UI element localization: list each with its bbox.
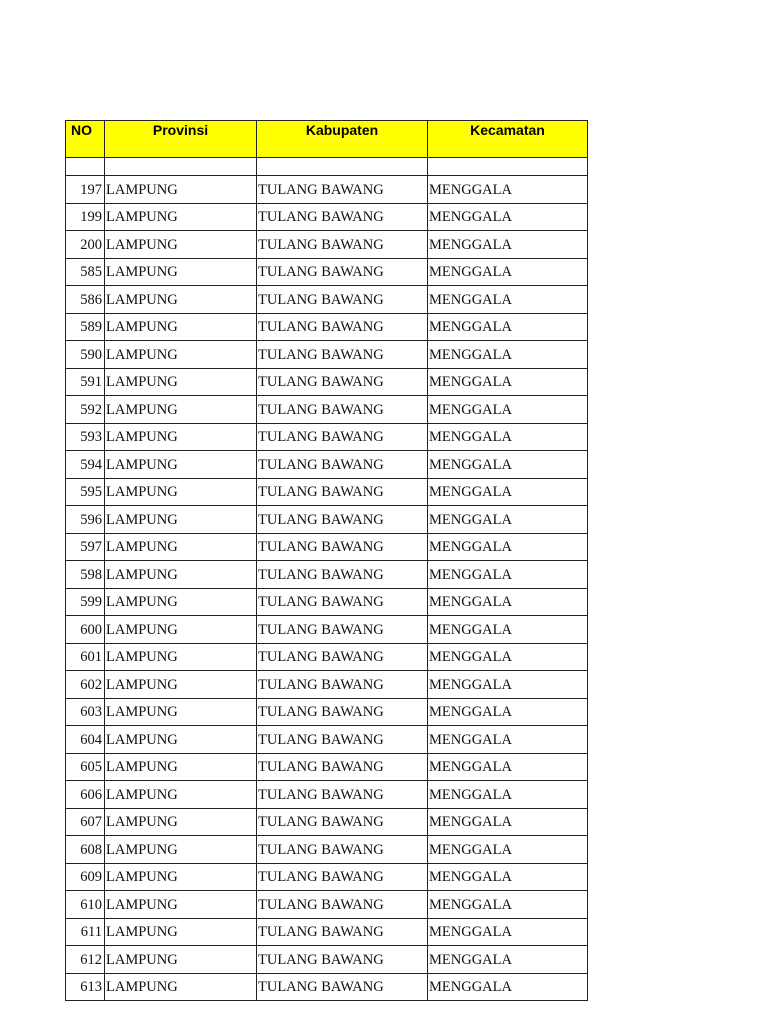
cell-provinsi: LAMPUNG — [105, 643, 257, 671]
table-row — [66, 616, 588, 644]
cell-kabupaten: TULANG BAWANG — [257, 478, 428, 506]
cell-kabupaten: TULANG BAWANG — [257, 781, 428, 809]
cell-provinsi: LAMPUNG — [105, 231, 257, 259]
table-row — [66, 176, 588, 204]
cell-provinsi: LAMPUNG — [105, 203, 257, 231]
cell-provinsi: LAMPUNG — [105, 561, 257, 589]
cell-kabupaten: TULANG BAWANG — [257, 451, 428, 479]
cell-kecamatan: MENGGALA — [428, 808, 588, 836]
table-body — [66, 158, 588, 1001]
table-row — [66, 368, 588, 396]
cell-provinsi: LAMPUNG — [105, 313, 257, 341]
cell-provinsi: LAMPUNG — [105, 918, 257, 946]
table-row — [66, 946, 588, 974]
cell-provinsi: LAMPUNG — [105, 341, 257, 369]
table-row — [66, 808, 588, 836]
cell-no: 199 — [66, 203, 105, 231]
cell-no: 599 — [66, 588, 105, 616]
cell-kecamatan: MENGGALA — [428, 918, 588, 946]
cell-kabupaten: TULANG BAWANG — [257, 258, 428, 286]
table-row — [66, 698, 588, 726]
cell-kabupaten: TULANG BAWANG — [257, 231, 428, 259]
cell-kecamatan: MENGGALA — [428, 258, 588, 286]
cell-kecamatan: MENGGALA — [428, 836, 588, 864]
table-row — [66, 423, 588, 451]
cell-kabupaten: TULANG BAWANG — [257, 588, 428, 616]
cell-kecamatan: MENGGALA — [428, 698, 588, 726]
cell-kabupaten: TULANG BAWANG — [257, 918, 428, 946]
cell-kecamatan: MENGGALA — [428, 423, 588, 451]
cell-kabupaten: TULANG BAWANG — [257, 423, 428, 451]
cell-provinsi: LAMPUNG — [105, 396, 257, 424]
header-kecamatan: Kecamatan — [428, 121, 588, 158]
header-no: NO — [66, 121, 105, 158]
cell-provinsi: LAMPUNG — [105, 506, 257, 534]
table-row — [66, 561, 588, 589]
cell-no: 612 — [66, 946, 105, 974]
cell-kecamatan: MENGGALA — [428, 176, 588, 204]
cell-no: 610 — [66, 891, 105, 919]
cell-kecamatan: MENGGALA — [428, 643, 588, 671]
table-row — [66, 836, 588, 864]
cell-kabupaten: TULANG BAWANG — [257, 176, 428, 204]
cell-no: 607 — [66, 808, 105, 836]
cell-no: 585 — [66, 258, 105, 286]
cell-no: 604 — [66, 726, 105, 754]
cell-no: 605 — [66, 753, 105, 781]
cell-provinsi: LAMPUNG — [105, 808, 257, 836]
table-row — [66, 726, 588, 754]
table-row — [66, 891, 588, 919]
cell-no: 600 — [66, 616, 105, 644]
cell-kecamatan: MENGGALA — [428, 396, 588, 424]
cell-kabupaten: TULANG BAWANG — [257, 561, 428, 589]
cell-no: 596 — [66, 506, 105, 534]
cell-provinsi: LAMPUNG — [105, 973, 257, 1001]
header-row — [66, 121, 588, 158]
cell-provinsi: LAMPUNG — [105, 423, 257, 451]
table-row — [66, 533, 588, 561]
cell-provinsi: LAMPUNG — [105, 451, 257, 479]
cell-kabupaten: TULANG BAWANG — [257, 368, 428, 396]
table-row — [66, 231, 588, 259]
cell-kecamatan: MENGGALA — [428, 616, 588, 644]
cell-kecamatan: MENGGALA — [428, 533, 588, 561]
header-kabupaten: Kabupaten — [257, 121, 428, 158]
cell-no: 613 — [66, 973, 105, 1001]
cell-no: 589 — [66, 313, 105, 341]
cell-kecamatan: MENGGALA — [428, 231, 588, 259]
cell-no: 200 — [66, 231, 105, 259]
table-row — [66, 781, 588, 809]
cell-kecamatan: MENGGALA — [428, 313, 588, 341]
table-row — [66, 396, 588, 424]
table-row — [66, 753, 588, 781]
cell-kecamatan: MENGGALA — [428, 891, 588, 919]
cell-kabupaten: TULANG BAWANG — [257, 973, 428, 1001]
cell-kecamatan: MENGGALA — [428, 946, 588, 974]
cell-kabupaten: TULANG BAWANG — [257, 836, 428, 864]
cell-no: 606 — [66, 781, 105, 809]
table-row — [66, 313, 588, 341]
cell-kecamatan: MENGGALA — [428, 561, 588, 589]
cell-provinsi: LAMPUNG — [105, 946, 257, 974]
cell-no: 594 — [66, 451, 105, 479]
cell-no: 590 — [66, 341, 105, 369]
cell-provinsi: LAMPUNG — [105, 863, 257, 891]
cell-provinsi: LAMPUNG — [105, 478, 257, 506]
cell-no: 611 — [66, 918, 105, 946]
cell-kecamatan: MENGGALA — [428, 973, 588, 1001]
blank-cell — [428, 158, 588, 176]
cell-kecamatan: MENGGALA — [428, 451, 588, 479]
cell-provinsi: LAMPUNG — [105, 533, 257, 561]
cell-kabupaten: TULANG BAWANG — [257, 808, 428, 836]
cell-provinsi: LAMPUNG — [105, 368, 257, 396]
cell-provinsi: LAMPUNG — [105, 698, 257, 726]
table-row — [66, 451, 588, 479]
cell-kecamatan: MENGGALA — [428, 478, 588, 506]
cell-kabupaten: TULANG BAWANG — [257, 753, 428, 781]
blank-cell — [257, 158, 428, 176]
table-row — [66, 478, 588, 506]
cell-kabupaten: TULANG BAWANG — [257, 616, 428, 644]
cell-no: 593 — [66, 423, 105, 451]
table-row — [66, 671, 588, 699]
cell-kabupaten: TULANG BAWANG — [257, 506, 428, 534]
cell-kecamatan: MENGGALA — [428, 726, 588, 754]
cell-kabupaten: TULANG BAWANG — [257, 533, 428, 561]
cell-provinsi: LAMPUNG — [105, 781, 257, 809]
cell-kecamatan: MENGGALA — [428, 203, 588, 231]
cell-kabupaten: TULANG BAWANG — [257, 863, 428, 891]
cell-provinsi: LAMPUNG — [105, 726, 257, 754]
table-row — [66, 588, 588, 616]
cell-kabupaten: TULANG BAWANG — [257, 946, 428, 974]
cell-provinsi: LAMPUNG — [105, 836, 257, 864]
cell-no: 602 — [66, 671, 105, 699]
cell-provinsi: LAMPUNG — [105, 753, 257, 781]
cell-provinsi: LAMPUNG — [105, 286, 257, 314]
cell-kabupaten: TULANG BAWANG — [257, 726, 428, 754]
cell-no: 601 — [66, 643, 105, 671]
data-table — [65, 120, 588, 1001]
cell-kecamatan: MENGGALA — [428, 341, 588, 369]
cell-no: 592 — [66, 396, 105, 424]
table-row — [66, 973, 588, 1001]
table-row — [66, 918, 588, 946]
cell-kabupaten: TULANG BAWANG — [257, 671, 428, 699]
cell-kabupaten: TULANG BAWANG — [257, 698, 428, 726]
cell-provinsi: LAMPUNG — [105, 671, 257, 699]
blank-cell — [105, 158, 257, 176]
blank-cell — [66, 158, 105, 176]
cell-kecamatan: MENGGALA — [428, 781, 588, 809]
header-provinsi: Provinsi — [105, 121, 257, 158]
cell-kecamatan: MENGGALA — [428, 588, 588, 616]
cell-kecamatan: MENGGALA — [428, 506, 588, 534]
cell-no: 586 — [66, 286, 105, 314]
cell-provinsi: LAMPUNG — [105, 258, 257, 286]
cell-kabupaten: TULANG BAWANG — [257, 313, 428, 341]
cell-kabupaten: TULANG BAWANG — [257, 286, 428, 314]
cell-no: 609 — [66, 863, 105, 891]
cell-kabupaten: TULANG BAWANG — [257, 396, 428, 424]
table-row — [66, 203, 588, 231]
cell-provinsi: LAMPUNG — [105, 588, 257, 616]
cell-kabupaten: TULANG BAWANG — [257, 643, 428, 671]
cell-kecamatan: MENGGALA — [428, 368, 588, 396]
table-row — [66, 506, 588, 534]
cell-kecamatan: MENGGALA — [428, 863, 588, 891]
cell-no: 197 — [66, 176, 105, 204]
cell-provinsi: LAMPUNG — [105, 616, 257, 644]
cell-kabupaten: TULANG BAWANG — [257, 341, 428, 369]
cell-kabupaten: TULANG BAWANG — [257, 203, 428, 231]
cell-kabupaten: TULANG BAWANG — [257, 891, 428, 919]
cell-no: 603 — [66, 698, 105, 726]
cell-provinsi: LAMPUNG — [105, 891, 257, 919]
blank-row — [66, 158, 588, 176]
table-row — [66, 258, 588, 286]
cell-no: 597 — [66, 533, 105, 561]
table-row — [66, 643, 588, 671]
cell-no: 598 — [66, 561, 105, 589]
cell-provinsi: LAMPUNG — [105, 176, 257, 204]
cell-kecamatan: MENGGALA — [428, 671, 588, 699]
cell-kecamatan: MENGGALA — [428, 286, 588, 314]
cell-no: 591 — [66, 368, 105, 396]
table-row — [66, 863, 588, 891]
cell-no: 608 — [66, 836, 105, 864]
table-row — [66, 286, 588, 314]
cell-kecamatan: MENGGALA — [428, 753, 588, 781]
cell-no: 595 — [66, 478, 105, 506]
table-row — [66, 341, 588, 369]
